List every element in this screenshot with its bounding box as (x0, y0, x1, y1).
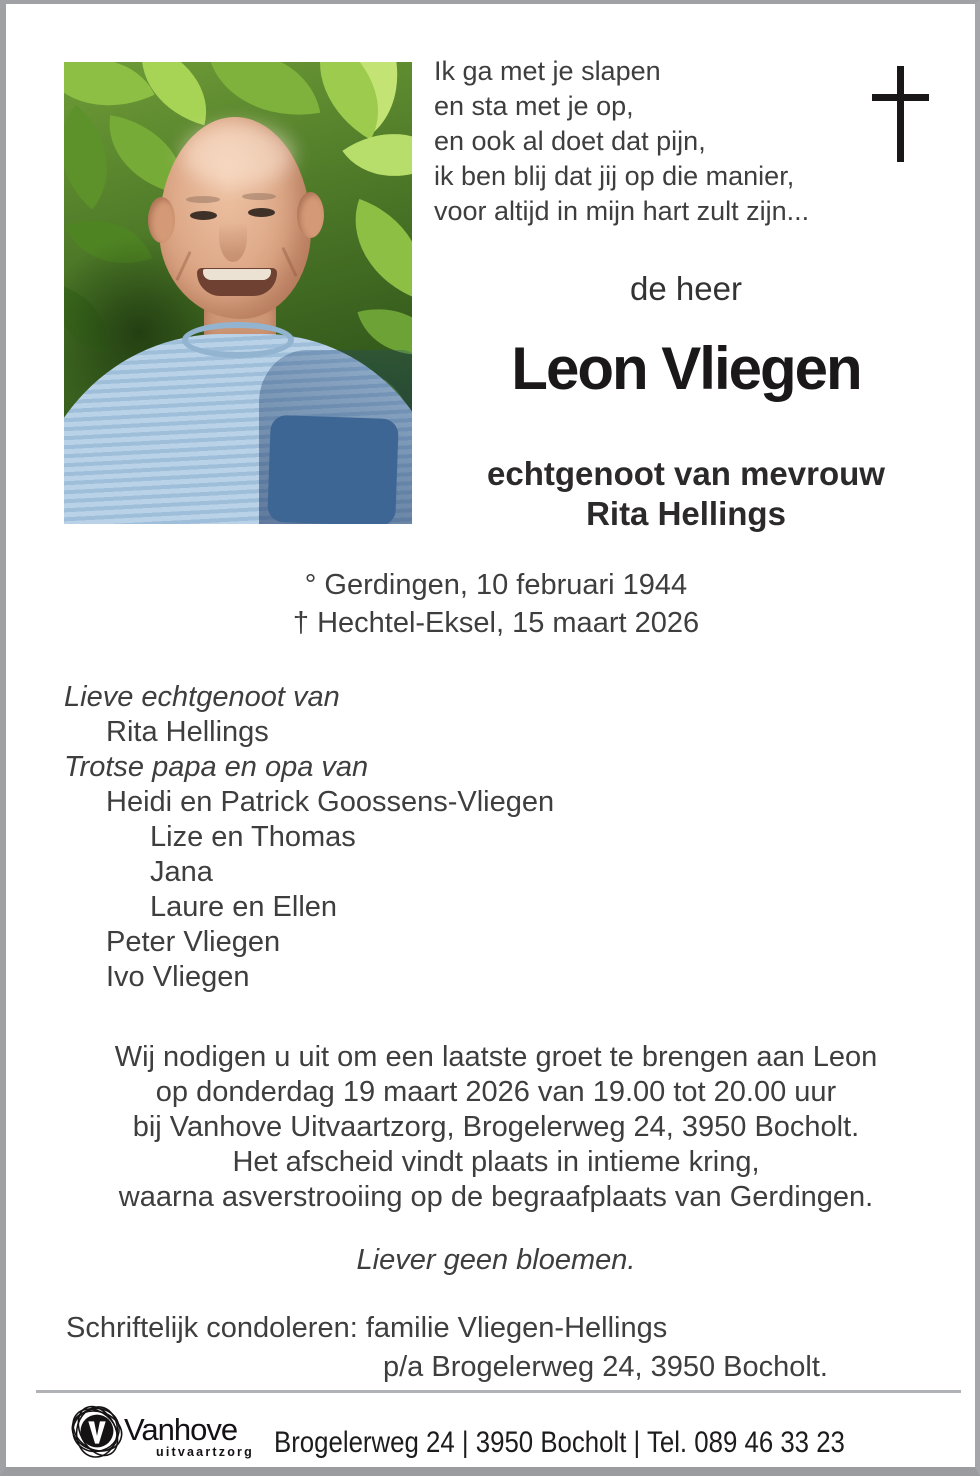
cross-icon (872, 66, 929, 162)
footer-address: Brogelerweg 24 | 3950 Bocholt | Tel. 089 46 33 23 (274, 1426, 845, 1459)
family-heading: Trotse papa en opa van (64, 751, 369, 783)
poem-line: ik ben blij dat jij op die manier, (434, 161, 795, 191)
flowers-note: Liever geen bloemen. (356, 1244, 636, 1276)
poem-line: en ook al doet dat pijn, (434, 126, 706, 156)
family-line: Laure en Ellen (150, 891, 338, 923)
spouse-name: Rita Hellings (586, 495, 786, 532)
poem (434, 54, 809, 229)
relation-line: echtgenoot van mevrouw (487, 455, 885, 492)
right-eyebrow (242, 193, 276, 200)
salutation: de heer (630, 270, 742, 307)
invitation-block (6, 1040, 980, 1215)
family-line: Heidi en Patrick Goossens-Vliegen (106, 786, 555, 818)
invitation-line: bij Vanhove Uitvaartzorg, Brogelerweg 24, 3950 Bocholt. (132, 1111, 860, 1143)
family-line: Ivo Vliegen (106, 961, 250, 993)
family-line: Peter Vliegen (106, 926, 281, 958)
teeth (203, 269, 271, 280)
dates-block (6, 566, 980, 642)
invitation-line: Wij nodigen u uit om een laatste groet te brengen aan Leon (114, 1041, 878, 1073)
invitation-line: op donderdag 19 maart 2026 van 19.00 tot 20.00 uur (155, 1076, 837, 1108)
vanhove-logo-icon (68, 1401, 126, 1461)
relation-block (426, 454, 946, 534)
footer-divider (36, 1390, 961, 1393)
leaf-shape (334, 199, 412, 299)
family-heading: Lieve echtgenoot van (64, 681, 340, 713)
family-line: Rita Hellings (106, 716, 269, 748)
condolence-address: p/a Brogelerweg 24, 3950 Bocholt. (383, 1351, 828, 1383)
forehead-highlight (182, 124, 294, 186)
family-list (64, 680, 554, 995)
invitation-line: waarna asverstrooiing op de begraafplaats van Gerdingen. (118, 1181, 874, 1213)
brand-name: Vanhove (124, 1412, 238, 1447)
family-line: Lize en Thomas (150, 821, 356, 853)
birth-line: ° Gerdingen, 10 februari 1944 (304, 569, 688, 601)
poem-line: Ik ga met je slapen (434, 56, 661, 86)
left-eye (190, 211, 217, 220)
poem-line: en sta met je op, (434, 91, 634, 121)
left-eyebrow (186, 196, 220, 203)
invitation-line: Het afscheid vindt plaats in intieme kring, (232, 1146, 760, 1178)
family-line: Jana (150, 856, 213, 888)
shirt-collar (182, 322, 294, 358)
cross-vertical-bar (897, 66, 904, 162)
nose (219, 212, 247, 262)
cross-horizontal-bar (872, 94, 929, 101)
death-line: † Hechtel-Eksel, 15 maart 2026 (292, 607, 700, 639)
poem-line: voor altijd in mijn hart zult zijn... (434, 196, 810, 226)
condolence-line: Schriftelijk condoleren: familie Vliegen-Hellings (66, 1312, 668, 1344)
portrait-photo (64, 62, 412, 524)
right-eye (248, 208, 275, 217)
left-ear (148, 197, 175, 243)
right-ear (297, 192, 324, 238)
deceased-name: Leon Vliegen (511, 335, 861, 402)
brand-subtitle: uitvaartzorg (156, 1445, 254, 1459)
shirt-pocket (267, 415, 399, 524)
